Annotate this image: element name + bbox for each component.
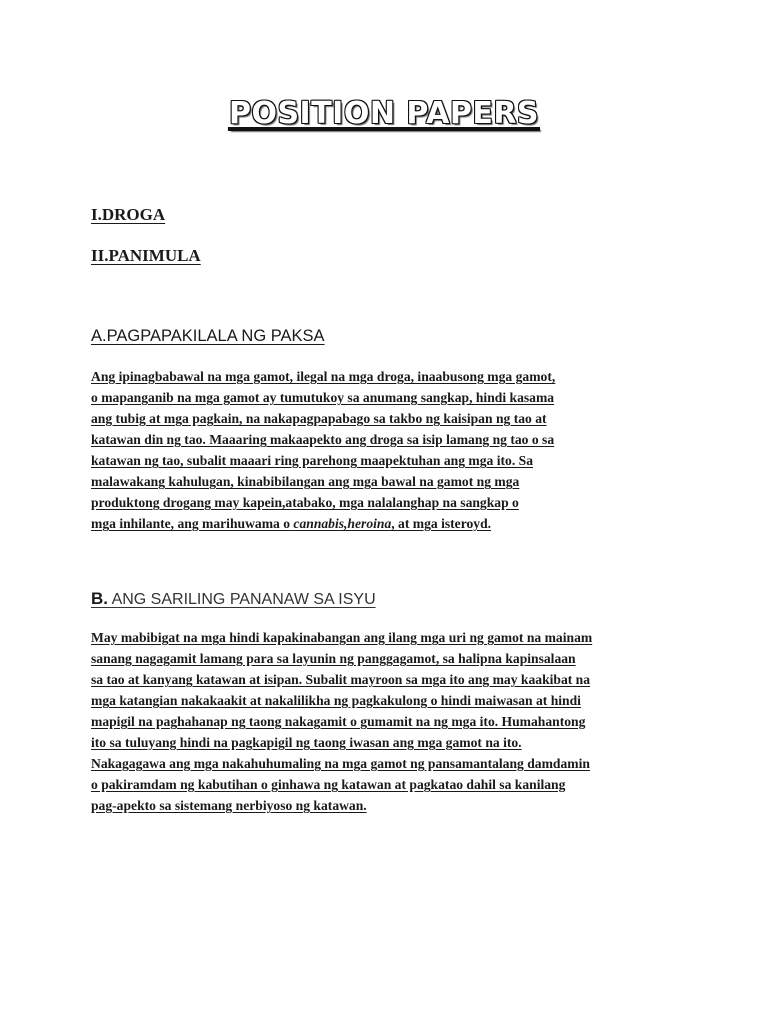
- section-a-line: o mapanganib na mga gamot ay tumutukoy sa anumang sangkap, hindi kasama: [91, 390, 555, 405]
- last-line-end: , at mga isteroyd.: [391, 516, 492, 531]
- section-b-line: o pakiramdam ng kabutihan o ginhawa ng katawan at pagkatao dahil sa kanilang: [91, 777, 566, 792]
- section-a-line: katawan ng tao, subalit maaari ring parehong maapektuhan ang mga ito. Sa: [91, 453, 533, 468]
- section-a-last-line: [91, 513, 691, 534]
- section-b-line: pag-apekto sa sistemang nerbiyoso ng katawan.: [91, 798, 367, 813]
- section-b-paragraph: [91, 627, 691, 816]
- section-b-letter: B.: [91, 589, 108, 608]
- section-b-heading: [91, 589, 376, 609]
- last-line-start: mga inhilante, ang marihuwama o: [91, 516, 294, 531]
- page-title: POSITION PAPERS: [228, 96, 540, 131]
- section-a-line: ang tubig at mga pagkain, na nakapagpapabago sa takbo ng kaisipan ng tao at: [91, 411, 547, 426]
- section-b-line: Nakagagawa ang mga nakahuhumaling na mga gamot ng pansamantalang damdamin: [91, 756, 590, 771]
- section-b-line: mapigil na paghahanap ng taong nakagamit o gumamit na ng mga ito. Humahantong: [91, 714, 586, 729]
- heading-panimula: II.PANIMULA: [91, 246, 201, 265]
- italic-terms: cannabis,heroina: [293, 516, 392, 531]
- section-a-line: malawakang kahulugan, kinabibilangan ang mga bawal na gamot ng mga: [91, 474, 520, 489]
- heading-droga: I.DROGA: [91, 205, 166, 224]
- section-b-title: ANG SARILING PANANAW SA ISYU: [108, 591, 376, 608]
- section-a-paragraph: [91, 366, 691, 534]
- section-a-line: Ang ipinagbabawal na mga gamot, ilegal na mga droga, inaabusong mga gamot,: [91, 369, 556, 384]
- section-a-heading: A.PAGPAPAKILALA NG PAKSA: [91, 327, 325, 345]
- section-b-line: mga katangian nakakaakit at nakalilikha ng pagkakulong o hindi maiwasan at hindi: [91, 693, 581, 708]
- section-a-line: produktong drogang may kapein,atabako, mga nalalanghap na sangkap o: [91, 495, 519, 510]
- section-b-line: ito sa tuluyang hindi na pagkapigil ng taong iwasan ang mga gamot na ito.: [91, 735, 522, 750]
- section-b-line: sa tao at kanyang katawan at isipan. Subalit mayroon sa mga ito ang may kaakibat na: [91, 672, 591, 687]
- section-b-line: sanang nagagamit lamang para sa layunin ng panggagamot, sa halipna kapinsalaan: [91, 651, 576, 666]
- section-b-line: May mabibigat na mga hindi kapakinabangan ang ilang mga uri ng gamot na mainam: [91, 630, 593, 645]
- section-a-line: katawan din ng tao. Maaaring makaapekto ang droga sa isip lamang ng tao o sa: [91, 432, 555, 447]
